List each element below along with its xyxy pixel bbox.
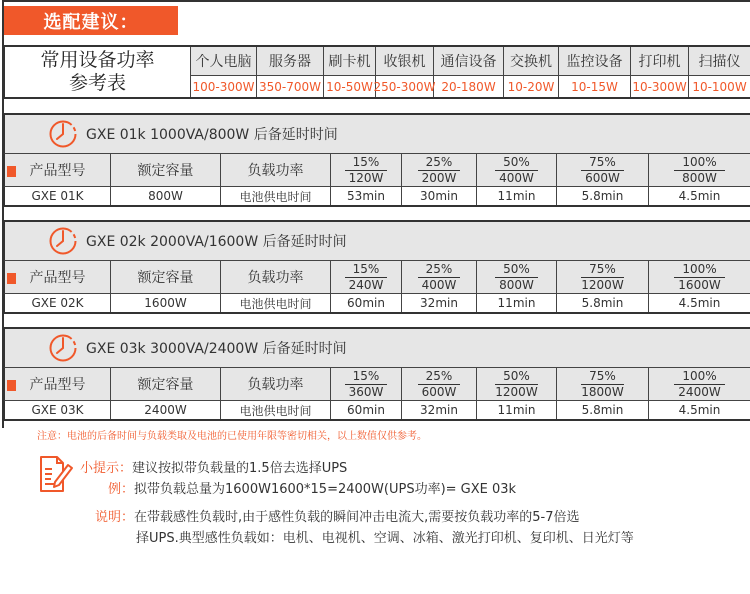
load-col (402, 261, 477, 293)
load-watts: 2400W (678, 384, 721, 399)
runtime-value: 60min (331, 294, 402, 312)
load-col (649, 368, 750, 400)
load-col (402, 368, 477, 400)
device-column (191, 47, 257, 97)
load-watts: 1200W (495, 384, 538, 399)
load-watts: 1600W (678, 277, 721, 292)
explain-line-2 (136, 527, 634, 546)
reference-table-title (5, 47, 191, 97)
model-heading (3, 222, 750, 260)
square-marker-icon (7, 273, 16, 284)
load-pct: 50% (495, 262, 538, 278)
banner-title: 选配建议： (43, 11, 139, 33)
reference-device-grid (191, 47, 750, 97)
runtime-value: 11min (477, 294, 557, 312)
load-watts: 200W (421, 170, 457, 185)
reference-title-line2: 参考表 (68, 72, 126, 94)
tip-label: 小提示： (80, 461, 133, 476)
example-line (108, 478, 516, 497)
device-name: 个人电脑 (191, 47, 256, 76)
device-column (559, 47, 631, 97)
model-heading (3, 329, 750, 367)
notepad-pencil-icon (38, 454, 74, 494)
device-name: 打印机 (631, 47, 688, 76)
load-watts: 1800W (581, 384, 624, 399)
load-pct: 15% (345, 262, 388, 278)
runtime-value: 4.5min (678, 403, 721, 417)
device-column (373, 47, 436, 97)
load-watts: 360W (348, 384, 384, 399)
device-power: 100-300W (192, 79, 255, 94)
load-col (557, 261, 649, 293)
load-watts: 240W (348, 277, 384, 292)
device-name: 收银机 (376, 47, 433, 76)
runtime-row (3, 293, 750, 314)
load-col (477, 154, 557, 186)
model-block-gxe03k (3, 329, 750, 421)
load-col (649, 154, 750, 186)
runtime-value: 60min (331, 401, 402, 419)
load-watts: 1200W (581, 277, 624, 292)
device-column (257, 47, 324, 97)
model-block-gxe02k (3, 222, 750, 314)
device-power: 10-20W (507, 79, 555, 94)
load-header-row (3, 367, 750, 400)
row-label: 电池供电时间 (221, 401, 331, 419)
load-pct: 75% (581, 155, 624, 171)
device-column (504, 47, 559, 97)
load-pct: 100% (674, 262, 724, 278)
device-power-reference-table (3, 45, 750, 99)
square-marker-icon (7, 380, 16, 391)
model-name: GXE 01K (5, 187, 111, 205)
runtime-value: 53min (331, 187, 402, 205)
device-power: 10-300W (632, 79, 687, 94)
load-col (331, 368, 402, 400)
explain-line-1 (95, 506, 580, 525)
load-col (331, 261, 402, 293)
model-capacity: 2400W (111, 401, 221, 419)
model-name: GXE 03K (5, 401, 111, 419)
runtime-value: 32min (402, 294, 477, 312)
model-capacity: 800W (111, 187, 221, 205)
device-name: 监控设备 (559, 47, 630, 76)
load-col (402, 154, 477, 186)
model-name: GXE 02K (5, 294, 111, 312)
col-load: 负载功率 (221, 261, 331, 293)
load-col (477, 261, 557, 293)
load-pct: 50% (495, 155, 538, 171)
load-col (557, 368, 649, 400)
load-watts: 600W (421, 384, 457, 399)
example-label: 例： (108, 482, 135, 497)
col-model: 产品型号 (5, 368, 111, 400)
runtime-value: 5.8min (557, 187, 649, 205)
load-col (331, 154, 402, 186)
clock-icon (48, 226, 78, 256)
explain-text-1: 在带载感性负载时,由于感性负载的瞬间冲击电流大,需要按负载功率的5-7倍选 (134, 510, 580, 525)
device-name: 服务器 (257, 47, 323, 76)
load-pct: 25% (418, 369, 461, 385)
model-heading (3, 115, 750, 153)
load-watts: 800W (499, 277, 534, 292)
load-watts: 120W (348, 170, 384, 185)
col-capacity: 额定容量 (111, 368, 221, 400)
load-pct: 75% (581, 262, 624, 278)
clock-icon (48, 333, 78, 363)
explain-text-2: 择UPS.典型感性负载如：电机、电视机、空调、冰箱、激光打印机、复印机、日光灯等 (136, 531, 634, 546)
device-name: 交换机 (504, 47, 558, 76)
model-heading-text: GXE 03k 3000VA/2400W 后备延时时间 (86, 341, 347, 357)
col-model: 产品型号 (5, 261, 111, 293)
runtime-value: 11min (477, 187, 557, 205)
reference-title-line1: 常用设备功率 (40, 49, 155, 71)
load-watts: 800W (682, 170, 717, 185)
device-column (631, 47, 689, 97)
row-label: 电池供电时间 (221, 294, 331, 312)
model-capacity: 1600W (111, 294, 221, 312)
load-col (649, 261, 750, 293)
device-column (434, 47, 504, 97)
col-load: 负载功率 (221, 368, 331, 400)
runtime-value: 30min (402, 187, 477, 205)
device-name: 刷卡机 (324, 47, 375, 76)
runtime-value: 11min (477, 401, 557, 419)
device-column (689, 47, 750, 97)
col-capacity: 额定容量 (111, 154, 221, 186)
load-col (557, 154, 649, 186)
device-power: 10-100W (692, 79, 747, 94)
load-pct: 15% (345, 155, 388, 171)
device-power: 10-50W (326, 79, 373, 94)
frame-top-border (2, 0, 750, 2)
load-watts: 600W (585, 170, 620, 185)
device-column (324, 47, 376, 97)
device-name: 通信设备 (434, 47, 503, 76)
device-power: 20-180W (441, 79, 496, 94)
load-pct: 25% (418, 262, 461, 278)
battery-note: 注意：电池的后备时间与负载类取及电池的已使用年限等密切相关，以上数值仅供参考。 (37, 431, 427, 442)
load-pct: 25% (418, 155, 461, 171)
load-header-row (3, 260, 750, 293)
device-power: 10-15W (571, 79, 618, 94)
tip-text: 建议按拟带负载量的1.5倍去选择UPS (132, 461, 348, 476)
explain-label: 说明： (95, 510, 135, 525)
load-pct: 75% (581, 369, 624, 385)
col-model: 产品型号 (5, 154, 111, 186)
tip-line (80, 457, 347, 476)
section-banner (4, 6, 178, 35)
load-pct: 100% (674, 369, 724, 385)
load-pct: 15% (345, 369, 388, 385)
example-text: 拟带负载总量为1600W1600*15=2400W(UPS功率)= GXE 03k (134, 482, 517, 497)
runtime-row (3, 400, 750, 421)
model-heading-text: GXE 02k 2000VA/1600W 后备延时时间 (86, 234, 347, 250)
device-power: 250-300W (373, 79, 436, 94)
runtime-value: 32min (402, 401, 477, 419)
load-pct: 50% (495, 369, 538, 385)
runtime-value: 5.8min (557, 401, 649, 419)
load-header-row (3, 153, 750, 186)
device-name: 扫描仪 (689, 47, 750, 76)
load-pct: 100% (674, 155, 724, 171)
clock-icon (48, 119, 78, 149)
load-watts: 400W (421, 277, 457, 292)
runtime-value: 4.5min (678, 296, 721, 310)
runtime-value: 5.8min (557, 294, 649, 312)
runtime-row (3, 186, 750, 207)
col-load: 负载功率 (221, 154, 331, 186)
square-marker-icon (7, 166, 16, 177)
device-power: 350-700W (258, 79, 321, 94)
load-col (477, 368, 557, 400)
model-heading-text: GXE 01k 1000VA/800W 后备延时时间 (86, 127, 338, 143)
model-block-gxe01k (3, 115, 750, 207)
load-watts: 400W (499, 170, 534, 185)
row-label: 电池供电时间 (221, 187, 331, 205)
col-capacity: 额定容量 (111, 261, 221, 293)
runtime-value: 4.5min (678, 189, 721, 203)
